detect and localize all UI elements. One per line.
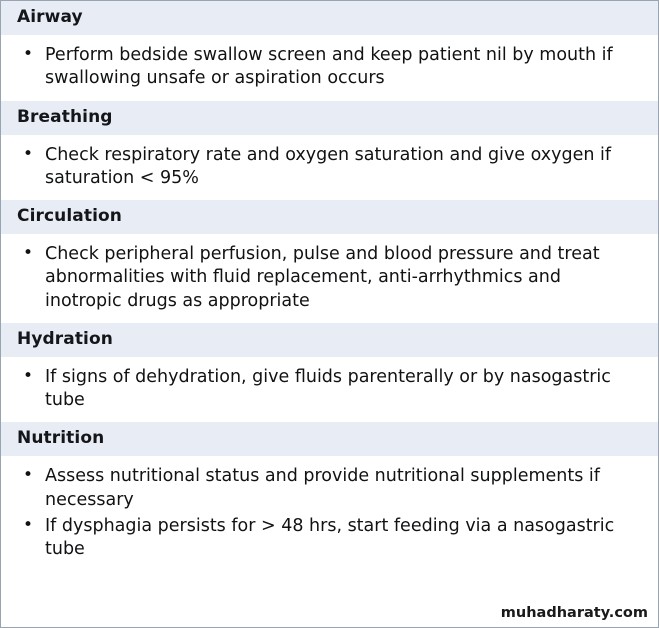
bullet-list-airway [17, 44, 642, 91]
section-body-circulation [1, 234, 658, 323]
list-item: • If dysphagia persists for > 48 hrs, start feeding via a nasogastric tube [17, 515, 642, 562]
section-airway [1, 1, 658, 101]
section-title-airway: Airway [1, 1, 658, 35]
list-item: • Check respiratory rate and oxygen saturation and give oxygen if saturation < 95% [17, 144, 642, 191]
list-item: • Perform bedside swallow screen and keep patient nil by mouth if swallowing unsafe or aspiration occurs [17, 44, 642, 91]
section-title-circulation: Circulation [1, 200, 658, 234]
bullet-list-breathing [17, 144, 642, 191]
bullet-list-nutrition [17, 465, 642, 561]
section-breathing [1, 101, 658, 201]
section-circulation [1, 200, 658, 323]
section-title-nutrition: Nutrition [1, 422, 658, 456]
list-item: • If signs of dehydration, give fluids parenterally or by nasogastric tube [17, 366, 642, 413]
list-item: • Check peripheral perfusion, pulse and blood pressure and treat abnormalities with fluid replacement, anti-arrhythmics and inotropic drugs as appropriate [17, 243, 642, 313]
section-body-hydration [1, 357, 658, 423]
section-body-breathing [1, 135, 658, 201]
watermark: muhadharaty.com [500, 605, 648, 621]
list-item: • Assess nutritional status and provide nutritional supplements if necessary [17, 465, 642, 512]
section-body-airway [1, 35, 658, 101]
bullet-list-hydration [17, 366, 642, 413]
section-body-nutrition [1, 456, 658, 571]
section-nutrition [1, 422, 658, 571]
section-title-hydration: Hydration [1, 323, 658, 357]
section-title-breathing: Breathing [1, 101, 658, 135]
section-hydration [1, 323, 658, 423]
bullet-list-circulation [17, 243, 642, 313]
